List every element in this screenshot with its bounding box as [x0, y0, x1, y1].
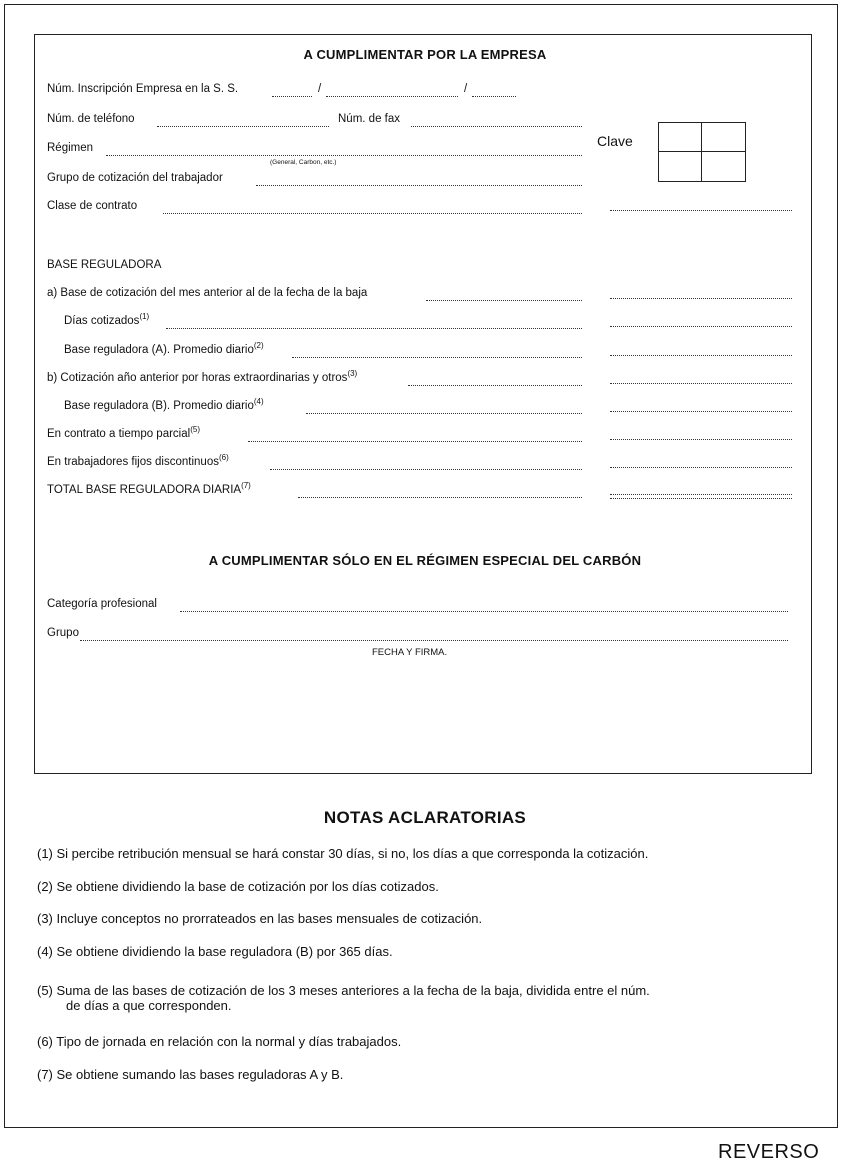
regimen-field[interactable] — [106, 155, 582, 156]
regimen-hint: (General, Carbon, etc.) — [270, 159, 337, 166]
categoria-label: Categoría profesional — [47, 598, 157, 610]
nota-3: (3) Incluye conceptos no prorrateados en las bases mensuales de cotización. — [37, 911, 483, 926]
clave-label: Clave — [597, 133, 633, 149]
total-label: TOTAL BASE REGULADORA DIARIA$^{(7)}$ — [47, 481, 251, 496]
inscripcion-slash-1: / — [318, 83, 322, 95]
base-b-promedio-label: Base reguladora (B). Promedio diario$^{(4)}$ — [64, 397, 264, 412]
inscripcion-field-1[interactable] — [272, 96, 312, 97]
nota-5-cont: de días a que corresponden. — [66, 998, 232, 1013]
regimen-label: Régimen — [47, 142, 94, 154]
nota-1: (1) Si percibe retribución mensual se hará constar 30 días, si no, los días a que corresponda la cotización. — [37, 846, 649, 861]
contrato-label: Clase de contrato — [47, 200, 138, 212]
fax-field[interactable] — [411, 126, 582, 127]
base-a-leader — [426, 300, 582, 301]
grupo-cotizacion-label: Grupo de cotización del trabajador — [47, 172, 223, 184]
total-field-underline — [610, 498, 792, 499]
nota-6: (6) Tipo de jornada en relación con la normal y días trabajados. — [37, 1034, 402, 1049]
base-b-promedio-field[interactable] — [610, 411, 792, 412]
parcial-label: En contrato a tiempo parcial$^{(5)}$ — [47, 425, 200, 440]
fax-label: Núm. de fax — [338, 113, 400, 125]
fijos-label: En trabajadores fijos discontinuos$^{(6)}$ — [47, 453, 229, 468]
telefono-label: Núm. de teléfono — [47, 113, 135, 125]
inscripcion-slash-2: / — [464, 83, 468, 95]
notas-title: NOTAS ACLARATORIAS — [323, 808, 527, 827]
base-a-promedio-field[interactable] — [610, 355, 792, 356]
inscripcion-field-3[interactable] — [472, 96, 516, 97]
base-a-promedio-leader — [292, 357, 582, 358]
base-b-promedio-leader — [306, 413, 582, 414]
nota-4: (4) Se obtiene dividiendo la base reguladora (B) por 365 días. — [37, 944, 393, 959]
nota-5: (5) Suma de las bases de cotización de los 3 meses anteriores a la fecha de la baja, dividida entre el núm. — [37, 983, 650, 998]
clave-boxes[interactable] — [658, 122, 746, 182]
base-b-leader — [408, 385, 582, 386]
contrato-leader — [163, 213, 582, 214]
total-leader — [298, 497, 582, 498]
inscripcion-label: Núm. Inscripción Empresa en la S. S. — [47, 83, 239, 95]
base-b-label: b) Cotización año anterior por horas extraordinarias y otros$^{(3)}$ — [47, 369, 358, 384]
empresa-title: A CUMPLIMENTAR POR LA EMPRESA — [303, 47, 547, 62]
inscripcion-field-2[interactable] — [326, 96, 458, 97]
categoria-field[interactable] — [180, 611, 788, 612]
fijos-leader — [270, 469, 582, 470]
parcial-leader — [248, 441, 582, 442]
parcial-field[interactable] — [610, 439, 792, 440]
reverso-label: REVERSO — [718, 1141, 820, 1163]
dias-label: Días cotizados$^{(1)}$ — [64, 312, 150, 327]
total-field[interactable] — [610, 494, 792, 495]
carbon-title: A CUMPLIMENTAR SÓLO EN EL RÉGIMEN ESPECIAL DEL CARBÓN — [208, 553, 642, 568]
telefono-field[interactable] — [157, 126, 329, 127]
grupo-carbon-field[interactable] — [80, 640, 788, 641]
base-a-promedio-label: Base reguladora (A). Promedio diario$^{(2)}$ — [64, 341, 264, 356]
fecha-firma-label: FECHA Y FIRMA. — [372, 647, 448, 658]
base-b-field[interactable] — [610, 383, 792, 384]
fijos-field[interactable] — [610, 467, 792, 468]
dias-field[interactable] — [610, 326, 792, 327]
base-a-label: a) Base de cotización del mes anterior al de la fecha de la baja — [47, 287, 368, 299]
base-a-field[interactable] — [610, 298, 792, 299]
nota-7: (7) Se obtiene sumando las bases reguladoras A y B. — [37, 1067, 344, 1082]
grupo-carbon-label: Grupo — [47, 627, 79, 639]
contrato-field[interactable] — [610, 210, 792, 211]
base-heading: BASE REGULADORA — [47, 259, 162, 271]
grupo-cotizacion-field[interactable] — [256, 185, 582, 186]
dias-leader — [166, 328, 582, 329]
nota-2: (2) Se obtiene dividiendo la base de cotización por los días cotizados. — [37, 879, 439, 894]
